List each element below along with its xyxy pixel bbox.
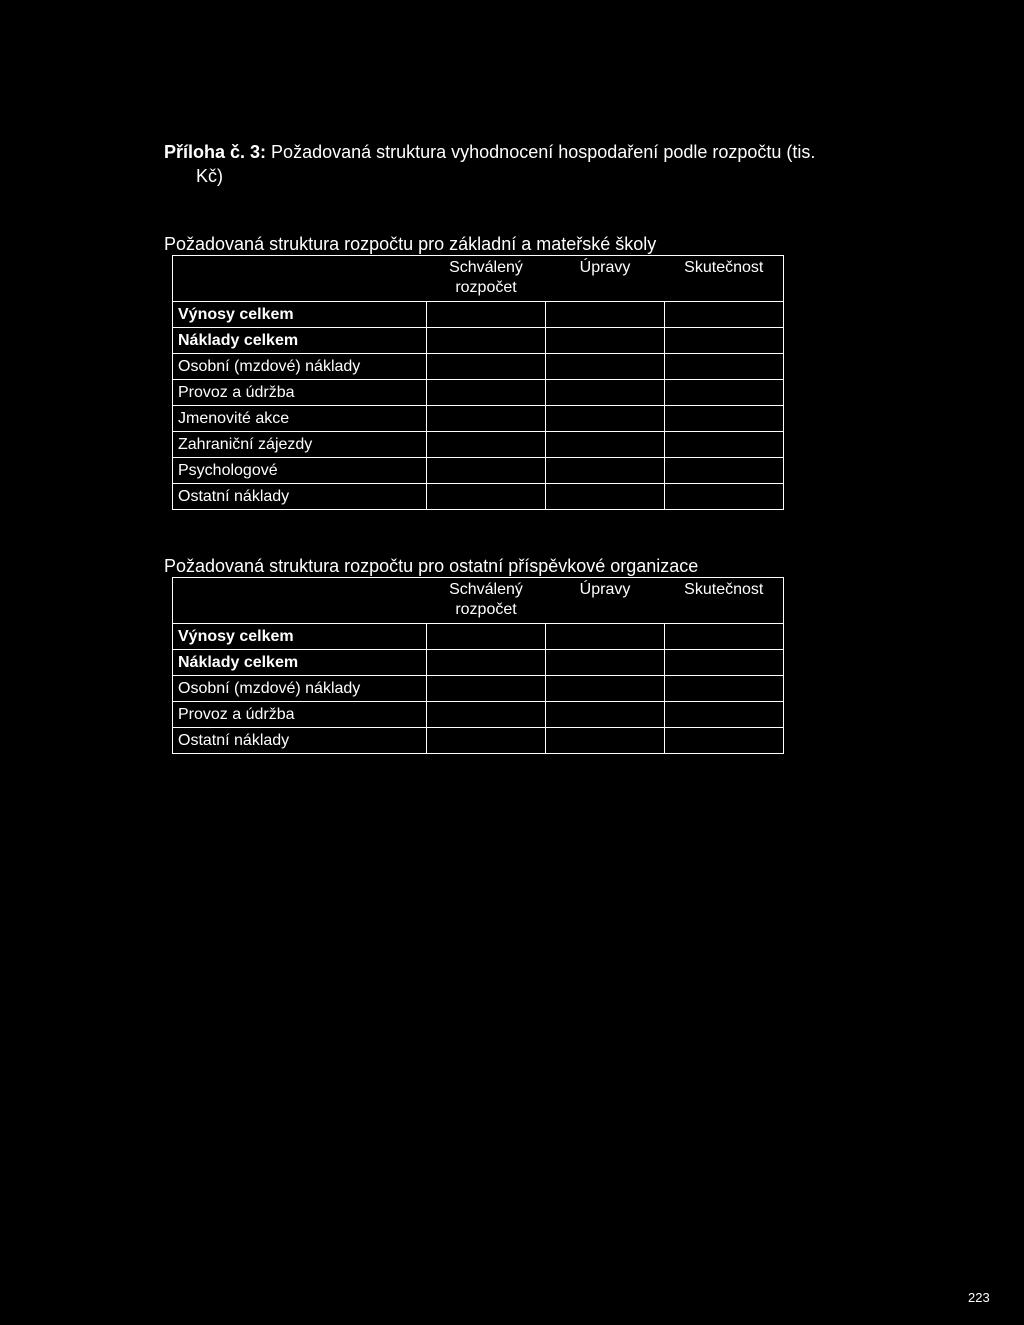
- value-schvaleny-rozpocet: [427, 432, 546, 458]
- value-upravy: [546, 354, 665, 380]
- row-label: Jmenovité akce: [173, 406, 427, 432]
- value-skutecnost: [665, 676, 784, 702]
- table-row: [173, 484, 784, 510]
- table-row: [173, 624, 784, 650]
- row-label: Osobní (mzdové) náklady: [173, 676, 427, 702]
- row-label: Výnosy celkem: [173, 624, 427, 650]
- value-upravy: [546, 380, 665, 406]
- table1-title: Požadovaná struktura rozpočtu pro základní a mateřské školy: [164, 234, 657, 254]
- table2: [172, 577, 784, 754]
- value-schvaleny-rozpocet: [427, 728, 546, 754]
- value-schvaleny-rozpocet: [427, 458, 546, 484]
- table1-body: [173, 256, 784, 510]
- value-skutecnost: [665, 484, 784, 510]
- row-label: Náklady celkem: [173, 328, 427, 354]
- value-upravy: [546, 702, 665, 728]
- value-upravy: [546, 302, 665, 328]
- header-upravy: Úpravy: [546, 578, 665, 624]
- value-upravy: [546, 328, 665, 354]
- row-label: Psychologové: [173, 458, 427, 484]
- value-schvaleny-rozpocet: [427, 354, 546, 380]
- value-schvaleny-rozpocet: [427, 484, 546, 510]
- row-label: Zahraniční zájezdy: [173, 432, 427, 458]
- annex-label: Příloha č. 3:: [164, 142, 267, 162]
- value-skutecnost: [665, 432, 784, 458]
- value-upravy: [546, 432, 665, 458]
- value-upravy: [546, 624, 665, 650]
- header-schvaleny-rozpocet: Schválený rozpočet: [427, 256, 546, 302]
- value-skutecnost: [665, 728, 784, 754]
- value-upravy: [546, 676, 665, 702]
- table2-title: Požadovaná struktura rozpočtu pro ostatní příspěvkové organizace: [164, 556, 699, 576]
- header-label-cell: [173, 578, 427, 624]
- value-skutecnost: [665, 328, 784, 354]
- annex-title-line1: Požadovaná struktura vyhodnocení hospodaření podle rozpočtu (tis.: [266, 142, 816, 162]
- row-label: Provoz a údržba: [173, 380, 427, 406]
- value-skutecnost: [665, 650, 784, 676]
- row-label: Výnosy celkem: [173, 302, 427, 328]
- row-label: Ostatní náklady: [173, 728, 427, 754]
- value-schvaleny-rozpocet: [427, 702, 546, 728]
- value-upravy: [546, 650, 665, 676]
- table1: [172, 255, 784, 510]
- value-skutecnost: [665, 624, 784, 650]
- table-row: [173, 302, 784, 328]
- table-row: [173, 406, 784, 432]
- value-schvaleny-rozpocet: [427, 650, 546, 676]
- header-skutecnost: Skutečnost: [665, 578, 784, 624]
- header-upravy: Úpravy: [546, 256, 665, 302]
- value-skutecnost: [665, 354, 784, 380]
- table-row: [173, 650, 784, 676]
- table2-body: [173, 578, 784, 754]
- table-row: [173, 354, 784, 380]
- row-label: Náklady celkem: [173, 650, 427, 676]
- row-label: Osobní (mzdové) náklady: [173, 354, 427, 380]
- table-header-row: [173, 256, 784, 302]
- annex-heading: [164, 140, 924, 188]
- table-row: [173, 676, 784, 702]
- header-label-cell: [173, 256, 427, 302]
- value-schvaleny-rozpocet: [427, 624, 546, 650]
- value-upravy: [546, 728, 665, 754]
- value-upravy: [546, 484, 665, 510]
- value-upravy: [546, 458, 665, 484]
- header-skutecnost: Skutečnost: [665, 256, 784, 302]
- row-label: Provoz a údržba: [173, 702, 427, 728]
- value-skutecnost: [665, 702, 784, 728]
- header-schvaleny-rozpocet: Schválený rozpočet: [427, 578, 546, 624]
- value-skutecnost: [665, 406, 784, 432]
- value-schvaleny-rozpocet: [427, 676, 546, 702]
- table-header-row: [173, 578, 784, 624]
- value-schvaleny-rozpocet: [427, 302, 546, 328]
- value-upravy: [546, 406, 665, 432]
- table-row: [173, 458, 784, 484]
- value-skutecnost: [665, 302, 784, 328]
- table-row: [173, 328, 784, 354]
- value-schvaleny-rozpocet: [427, 328, 546, 354]
- value-skutecnost: [665, 380, 784, 406]
- value-skutecnost: [665, 458, 784, 484]
- row-label: Ostatní náklady: [173, 484, 427, 510]
- table-row: [173, 380, 784, 406]
- value-schvaleny-rozpocet: [427, 380, 546, 406]
- table-row: [173, 432, 784, 458]
- table-row: [173, 702, 784, 728]
- annex-title-line2: Kč): [196, 166, 223, 186]
- page-number: 223: [968, 1290, 990, 1305]
- value-schvaleny-rozpocet: [427, 406, 546, 432]
- table-row: [173, 728, 784, 754]
